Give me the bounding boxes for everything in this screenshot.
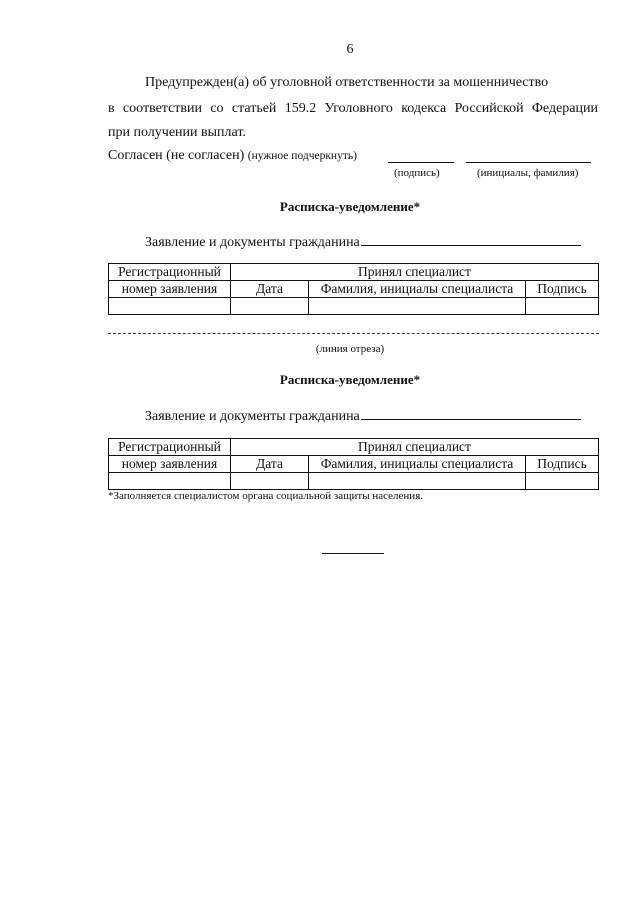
statement-label: Заявление и документы гражданина: [145, 235, 360, 250]
consent-line: [108, 148, 357, 164]
signature-caption: (подпись): [394, 167, 440, 179]
date-header: Дата: [231, 456, 309, 473]
page-number: 6: [346, 42, 354, 57]
receipt-title-top: Расписка-уведомление*: [279, 199, 421, 214]
accepted-header: Принял специалист: [231, 439, 599, 456]
receipt-title-bottom: Расписка-уведомление*: [279, 372, 421, 387]
footnote: *Заполняется специалистом органа социальной защиты населения.: [108, 490, 423, 502]
end-rule: [322, 553, 384, 554]
reg-header-line2: номер заявления: [109, 456, 231, 473]
warning-line-3: при получении выплат.: [108, 125, 246, 140]
consent-hint: (нужное подчеркнуть): [247, 150, 357, 162]
statement-bottom: [145, 406, 581, 425]
receipt-table-top: [108, 263, 599, 315]
statement-label: Заявление и документы гражданина: [145, 409, 360, 424]
signature-header: Подпись: [526, 456, 599, 473]
name-header: Фамилия, инициалы специалиста: [309, 456, 526, 473]
specialist-name-cell: [309, 473, 526, 490]
reg-header-line1: Регистрационный: [109, 264, 231, 281]
signature-line: [388, 162, 454, 163]
accepted-header: Принял специалист: [231, 264, 599, 281]
reg-number-cell: [109, 473, 231, 490]
name-header: Фамилия, инициалы специалиста: [309, 281, 526, 298]
reg-header-line1: Регистрационный: [109, 439, 231, 456]
name-line: [466, 162, 591, 163]
citizen-name-line: [361, 232, 581, 246]
consent-label: Согласен (не согласен): [108, 148, 245, 163]
table-row: [109, 298, 599, 315]
receipt-table-bottom: [108, 438, 599, 490]
date-cell: [231, 473, 309, 490]
signature-cell: [526, 473, 599, 490]
date-cell: [231, 298, 309, 315]
reg-number-cell: [109, 298, 231, 315]
warning-line-1: Предупрежден(а) об уголовной ответственности за мошенничество: [145, 75, 549, 90]
citizen-name-line: [361, 406, 581, 420]
cut-caption: (линия отреза): [315, 343, 385, 355]
name-caption: (инициалы, фамилия): [477, 167, 579, 179]
signature-header: Подпись: [526, 281, 599, 298]
specialist-name-cell: [309, 298, 526, 315]
reg-header-line2: номер заявления: [109, 281, 231, 298]
signature-cell: [526, 298, 599, 315]
date-header: Дата: [231, 281, 309, 298]
cut-line: [108, 333, 599, 334]
statement-top: [145, 232, 581, 251]
warning-line-2: в соответствии со статьей 159.2 Уголовного кодекса Российской Федерации: [108, 101, 598, 116]
table-row: [109, 473, 599, 490]
